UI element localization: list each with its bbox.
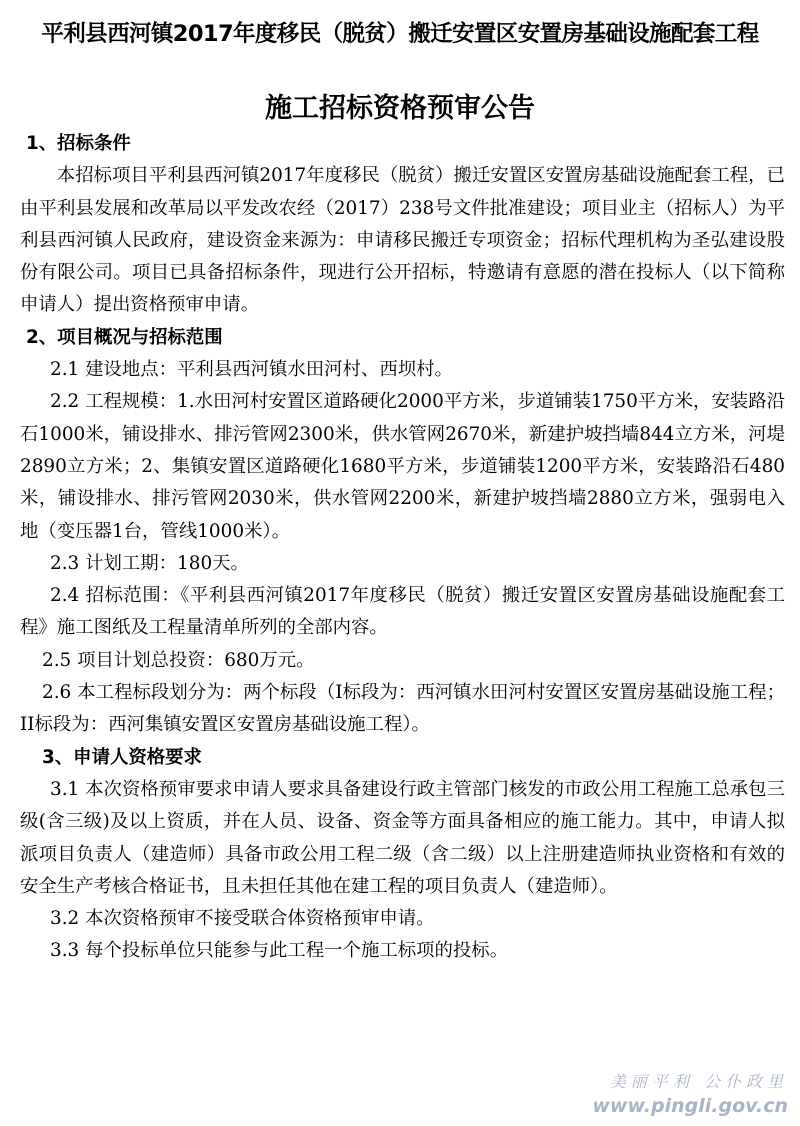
- section-bidding-conditions: [20, 128, 785, 322]
- section-heading: 1、招标条件: [26, 133, 131, 154]
- section-heading: 2、项目概况与招标范围: [26, 326, 223, 348]
- paragraph: 3.3 每个投标单位只能参与此工程一个施工标项的投标。: [50, 940, 509, 962]
- paragraph: 2.5 项目计划总投资：680万元。: [42, 649, 315, 671]
- watermark-url: www.pingli.gov.cn: [592, 1095, 788, 1117]
- paragraph: 3.1 本次资格预审要求申请人要求具备建设行政主管部门核发的市政公用工程施工总承包三级(含三级)及以上资质，并在人员、设备、资金等方面具备相应的施工能力。其中，申请人拟派项目负责人（建造师）具备市政公用工程二级（含二级）以上注册建造师执业资格和有效的安全生产考核合格证书，且未担任其他在建工程的项目负责人（建造师）。: [20, 778, 785, 897]
- paragraph: 本招标项目平利县西河镇2017年度移民（脱贫）搬迁安置区安置房基础设施配套工程，已由平利县发展和改革局以平发改农经（2017）238号文件批准建设；项目业主（招标人）为平利县西河镇人民政府，建设资金来源为：申请移民搬迁专项资金；招标代理机构为圣弘建设股份有限公司。项目已具备招标条件，现进行公开招标，特邀请有意愿的潜在投标人（以下简称申请人）提出资格预审申请。: [20, 165, 785, 316]
- section-applicant-requirements: [20, 742, 785, 968]
- paragraph: 2.2 工程规模：1.水田河村安置区道路硬化2000平方米，步道铺装1750平方米，安装路沿石1000米，铺设排水、排污管网2300米，供水管网2670米，新建护坡挡墙844立方米，河堤2890立方米；2、集镇安置区道路硬化1680平方米，步道铺装1200平方米，安装路沿石480米，铺设排水、排污管网2030米，供水管网2200米，新建护坡挡墙2880立方米，强弱电入地（变压器1台，管线1000米）。: [20, 391, 785, 542]
- paragraph: 2.3 计划工期：180天。: [50, 552, 249, 574]
- document-body: [20, 128, 785, 968]
- document-title-line2: 施工招标资格预审公告: [265, 93, 535, 124]
- paragraph: 2.4 招标范围：《平利县西河镇2017年度移民（脱贫）搬迁安置区安置房基础设施配套工程》施工图纸及工程量清单所列的全部内容。: [20, 585, 785, 639]
- section-heading: 3、申请人资格要求: [42, 746, 202, 768]
- section-project-overview: [20, 322, 785, 742]
- paragraph: 2.6 本工程标段划分为：两个标段（I标段为：西河镇水田河村安置区安置房基础设施工程；II标段为：西河集镇安置区安置房基础设施工程）。: [20, 682, 785, 736]
- site-watermark: [592, 1070, 788, 1118]
- paragraph: 3.2 本次资格预审不接受联合体资格预审申请。: [50, 908, 435, 930]
- paragraph: 2.1 建设地点：平利县西河镇水田河村、西坝村。: [50, 359, 453, 381]
- document-title-line1: 平利县西河镇2017年度移民（脱贫）搬迁安置区安置房基础设施配套工程: [41, 21, 759, 47]
- watermark-slogan: 美丽平利 公仆政里: [609, 1072, 788, 1091]
